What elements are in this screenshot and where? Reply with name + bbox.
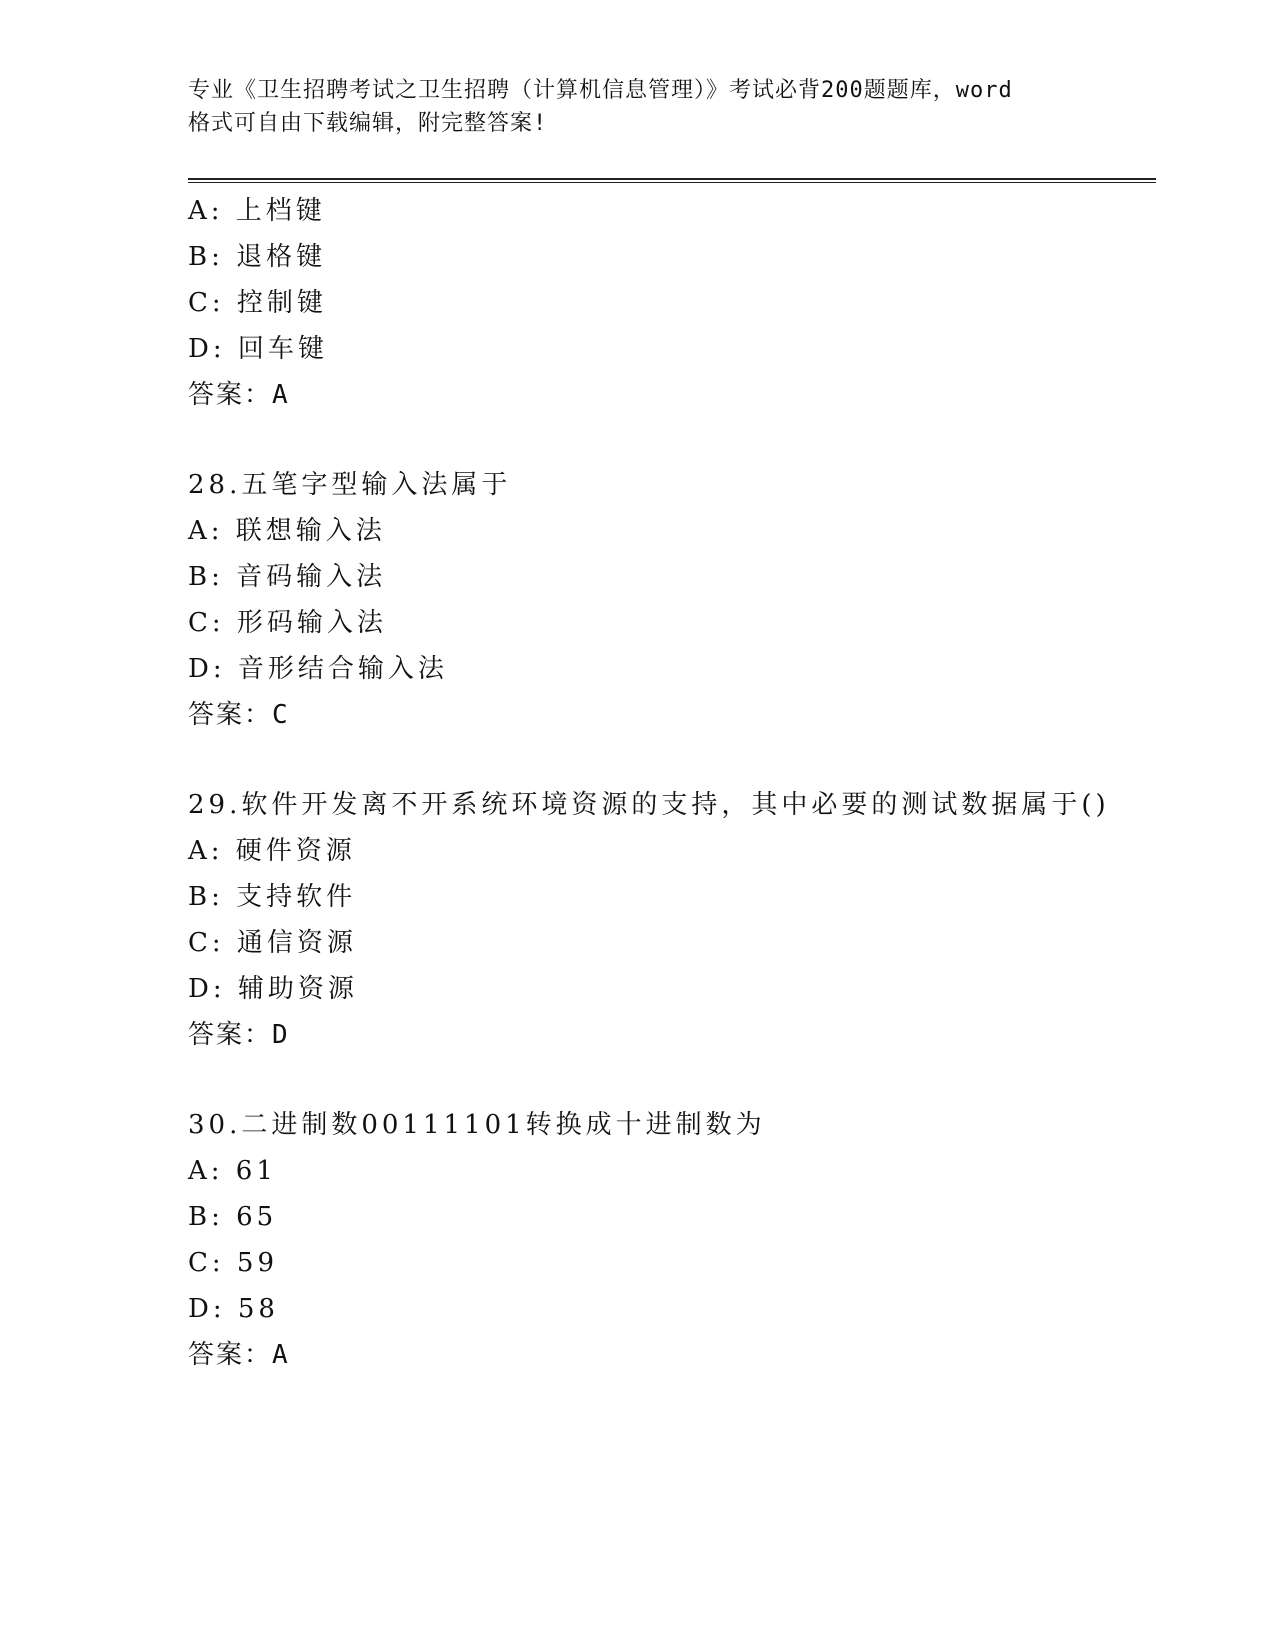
question-list: [188, 188, 1156, 1378]
option-c: C: 控制键: [188, 288, 327, 318]
answer-line: 答案：A: [188, 1340, 290, 1370]
option-c: C: 59: [188, 1248, 279, 1278]
option-d: D: 58: [188, 1294, 279, 1324]
question-block-28: [188, 462, 1156, 738]
answer-line: 答案：A: [188, 380, 290, 410]
option-c: C: 形码输入法: [188, 608, 387, 638]
question-text: 30.二进制数00111101转换成十进制数为: [188, 1110, 766, 1140]
option-d: D: 回车键: [188, 334, 328, 364]
question-text: 28.五笔字型输入法属于: [188, 470, 512, 500]
header-line-2: 格式可自由下载编辑，附完整答案!: [188, 111, 548, 136]
option-b: B: 支持软件: [188, 882, 357, 912]
option-a: A: 硬件资源: [188, 836, 356, 866]
option-d: D: 音形结合输入法: [188, 654, 448, 684]
option-b: B: 退格键: [188, 242, 327, 272]
answer-line: 答案：C: [188, 700, 290, 730]
option-b: B: 音码输入法: [188, 562, 387, 592]
question-block-30: [188, 1102, 1156, 1378]
option-b: B: 65: [188, 1202, 278, 1232]
answer-line: 答案：D: [188, 1020, 290, 1050]
document-header: [188, 74, 1088, 140]
question-block-29: [188, 782, 1156, 1058]
option-a: A: 上档键: [188, 196, 326, 226]
option-c: C: 通信资源: [188, 928, 357, 958]
header-line-1: 专业《卫生招聘考试之卫生招聘（计算机信息管理）》考试必背200题题库，word: [188, 78, 1013, 103]
question-block-27: [188, 188, 1156, 418]
option-a: A: 61: [188, 1156, 277, 1186]
option-a: A: 联想输入法: [188, 516, 386, 546]
header-divider: [188, 178, 1156, 183]
question-text: 29.软件开发离不开系统环境资源的支持，其中必要的测试数据属于(): [188, 790, 1110, 820]
option-d: D: 辅助资源: [188, 974, 358, 1004]
